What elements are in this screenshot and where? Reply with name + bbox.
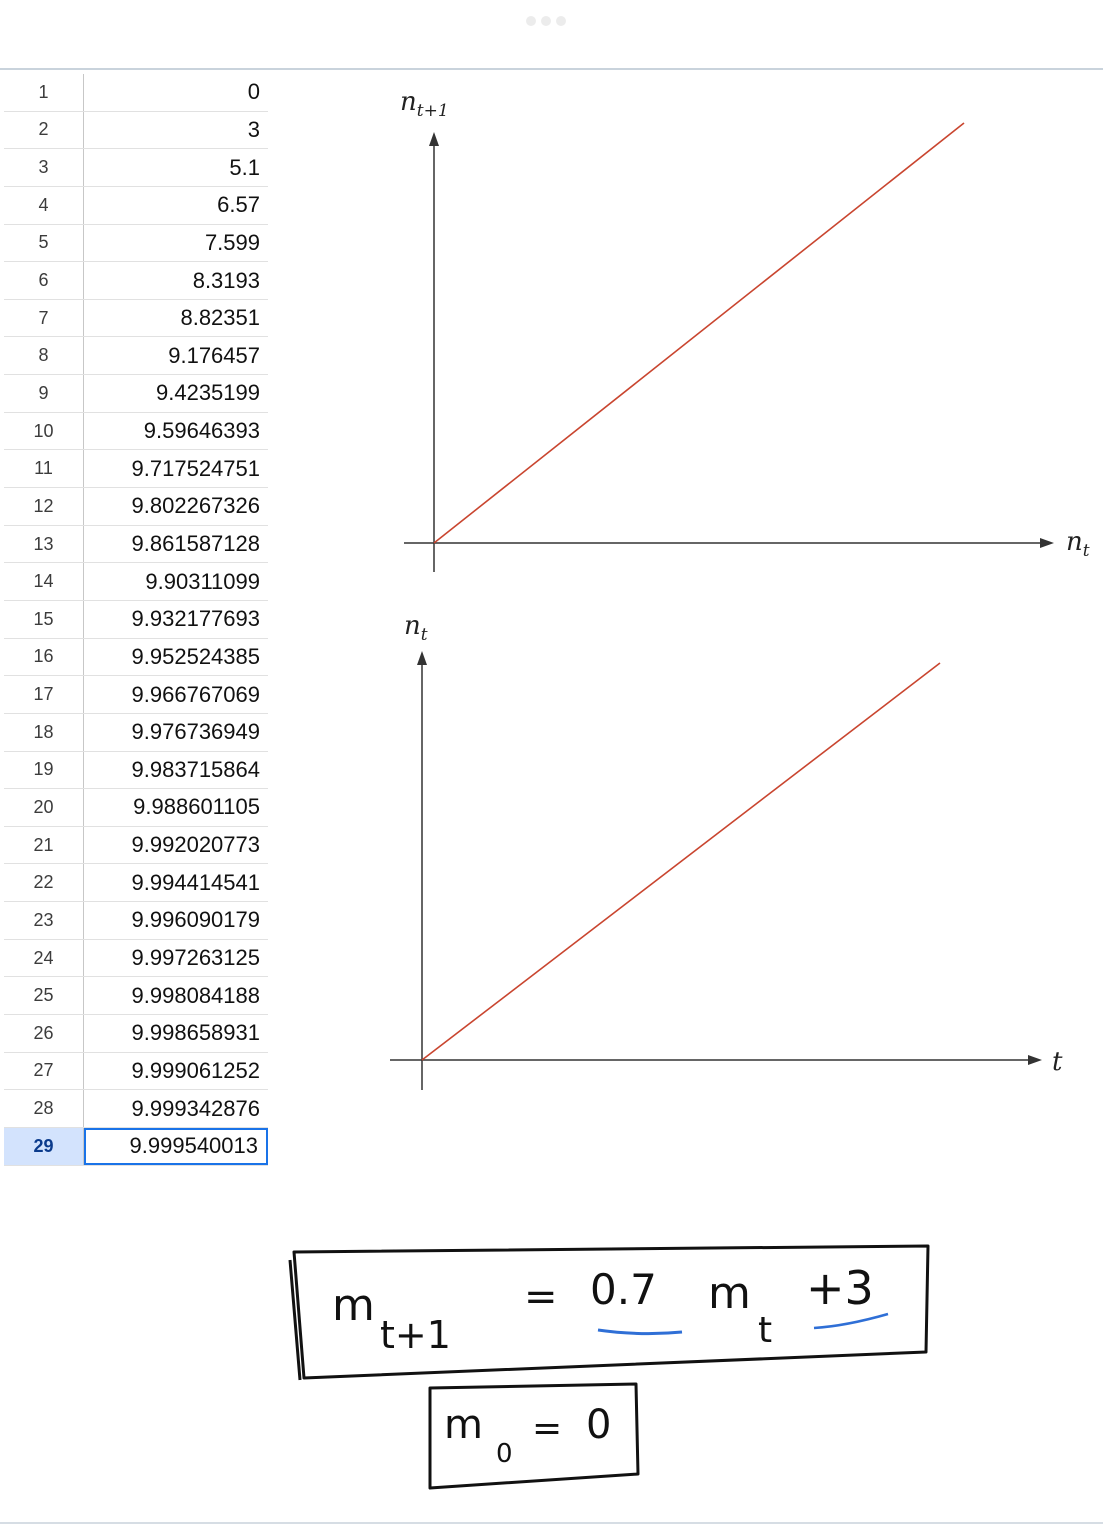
cell-value[interactable]: 9.717524751	[131, 455, 260, 481]
cell-value[interactable]: 9.176457	[168, 342, 260, 368]
cell-value[interactable]: 9.992020773	[131, 832, 260, 858]
row-number[interactable]: 18	[4, 714, 84, 751]
handwritten-equation	[280, 1230, 960, 1500]
cell-value[interactable]: 9.994414541	[131, 869, 260, 895]
table-row[interactable]	[4, 300, 268, 338]
row-number[interactable]: 16	[4, 639, 84, 676]
cell-value[interactable]: 9.983715864	[131, 756, 260, 782]
cell-value[interactable]: 9.59646393	[143, 418, 260, 444]
row-number[interactable]: 5	[4, 225, 84, 262]
table-row[interactable]	[4, 864, 268, 902]
row-number[interactable]: 19	[4, 752, 84, 789]
cell-value[interactable]: 9.996090179	[131, 907, 260, 933]
coefficient-underline	[598, 1330, 682, 1334]
table-row[interactable]	[4, 526, 268, 564]
table-row[interactable]	[4, 940, 268, 978]
row-number[interactable]: 24	[4, 940, 84, 977]
cell-value[interactable]: 9.997263125	[131, 945, 260, 971]
cell-value[interactable]: 3	[247, 116, 260, 142]
table-row[interactable]	[4, 827, 268, 865]
table-row[interactable]	[4, 714, 268, 752]
row-number[interactable]: 14	[4, 563, 84, 600]
table-row[interactable]	[4, 601, 268, 639]
equation-variable: m	[708, 1268, 751, 1319]
equation-variable-subscript: t	[758, 1310, 773, 1351]
row-number[interactable]: 2	[4, 112, 84, 149]
table-row[interactable]	[4, 639, 268, 677]
row-number[interactable]: 1	[4, 74, 84, 111]
top-divider	[0, 68, 1103, 70]
equation-equals: =	[524, 1274, 558, 1320]
table-row[interactable]	[4, 262, 268, 300]
initial-variable: m	[444, 1402, 483, 1448]
row-number[interactable]: 8	[4, 337, 84, 374]
table-row[interactable]	[4, 1090, 268, 1128]
table-row[interactable]	[4, 563, 268, 601]
cell-value[interactable]: 9.976736949	[131, 719, 260, 745]
equation-constant: +3	[806, 1261, 874, 1315]
row-number[interactable]: 3	[4, 149, 84, 186]
cell-value[interactable]: 9.998658931	[131, 1020, 260, 1046]
cell-value[interactable]: 0	[247, 79, 260, 105]
cell-value[interactable]: 9.998084188	[131, 982, 260, 1008]
table-row[interactable]	[4, 1053, 268, 1091]
table-row[interactable]	[4, 488, 268, 526]
window-dots	[526, 16, 566, 26]
table-row[interactable]	[4, 337, 268, 375]
cell-value[interactable]: 9.4235199	[156, 380, 260, 406]
table-row[interactable]	[4, 74, 268, 112]
row-number[interactable]: 20	[4, 789, 84, 826]
table-row[interactable]	[4, 789, 268, 827]
cell-value[interactable]: 9.966767069	[131, 681, 260, 707]
graph-top-line	[434, 123, 964, 543]
constant-underline	[814, 1314, 888, 1328]
table-row[interactable]	[4, 450, 268, 488]
graph-bottom-x-label: t	[1052, 1047, 1063, 1077]
graph-top	[390, 80, 1100, 580]
graph-bottom	[380, 600, 1100, 1100]
cell-value[interactable]: 9.999342876	[131, 1095, 260, 1121]
cell-value[interactable]: 5.1	[229, 154, 260, 180]
cell-value[interactable]: 6.57	[217, 192, 260, 218]
row-number[interactable]: 13	[4, 526, 84, 563]
table-row[interactable]	[4, 676, 268, 714]
spreadsheet	[4, 74, 268, 1166]
table-row[interactable]	[4, 112, 268, 150]
row-number[interactable]: 9	[4, 375, 84, 412]
row-number[interactable]: 23	[4, 902, 84, 939]
row-number[interactable]: 27	[4, 1053, 84, 1090]
graph-top-x-label: $n_t$	[1066, 527, 1090, 561]
graph-bottom-y-arrow	[417, 651, 427, 665]
initial-value: 0	[586, 1402, 612, 1448]
row-number[interactable]: 4	[4, 187, 84, 224]
equation-lhs-subscript: t+1	[380, 1313, 451, 1357]
graph-bottom-x-arrow	[1028, 1055, 1042, 1065]
cell-value[interactable]: 9.802267326	[131, 493, 260, 519]
table-row[interactable]	[4, 902, 268, 940]
cell-value[interactable]: 9.999061252	[131, 1057, 260, 1083]
graph-top-y-label: $n_{t+1}$	[400, 87, 449, 121]
graph-bottom-line	[422, 663, 940, 1060]
equation-lhs: m	[332, 1280, 375, 1331]
row-number[interactable]: 15	[4, 601, 84, 638]
row-number[interactable]: 28	[4, 1090, 84, 1127]
cell-value[interactable]: 7.599	[204, 229, 260, 255]
table-row[interactable]	[4, 375, 268, 413]
row-number[interactable]: 11	[4, 450, 84, 487]
cell-value[interactable]: 9.952524385	[131, 643, 260, 669]
row-number[interactable]: 25	[4, 977, 84, 1014]
bottom-divider	[0, 1522, 1103, 1524]
cell-value[interactable]: 9.90311099	[145, 568, 260, 594]
cell-value[interactable]: 9.988601105	[133, 794, 260, 820]
cell-value[interactable]: 8.3193	[192, 267, 260, 293]
row-number[interactable]: 12	[4, 488, 84, 525]
cell-value[interactable]: 9.861587128	[131, 531, 260, 556]
graph-bottom-y-label: $n_t$	[404, 611, 428, 645]
graph-top-x-arrow	[1040, 538, 1054, 548]
cell-value[interactable]: 8.82351	[180, 305, 260, 331]
row-number[interactable]: 17	[4, 676, 84, 713]
cell-value[interactable]: 9.932177693	[131, 606, 260, 632]
table-row[interactable]	[4, 1128, 268, 1166]
row-number[interactable]: 10	[4, 413, 84, 450]
row-number[interactable]: 7	[4, 300, 84, 337]
initial-subscript: 0	[496, 1439, 513, 1469]
row-number[interactable]: 26	[4, 1015, 84, 1052]
graph-top-y-arrow	[429, 132, 439, 146]
row-number[interactable]: 21	[4, 827, 84, 864]
table-row[interactable]	[4, 752, 268, 790]
table-row[interactable]	[4, 187, 268, 225]
initial-equals: =	[532, 1408, 563, 1449]
equation-coefficient: 0.7	[590, 1265, 657, 1314]
table-row[interactable]	[4, 1015, 268, 1053]
table-row[interactable]	[4, 413, 268, 451]
cell-value[interactable]: 9.999540013	[84, 1128, 268, 1165]
row-number[interactable]: 6	[4, 262, 84, 299]
row-number[interactable]: 29	[4, 1128, 84, 1165]
table-row[interactable]	[4, 977, 268, 1015]
table-row[interactable]	[4, 149, 268, 187]
row-number[interactable]: 22	[4, 864, 84, 901]
table-row[interactable]	[4, 225, 268, 263]
